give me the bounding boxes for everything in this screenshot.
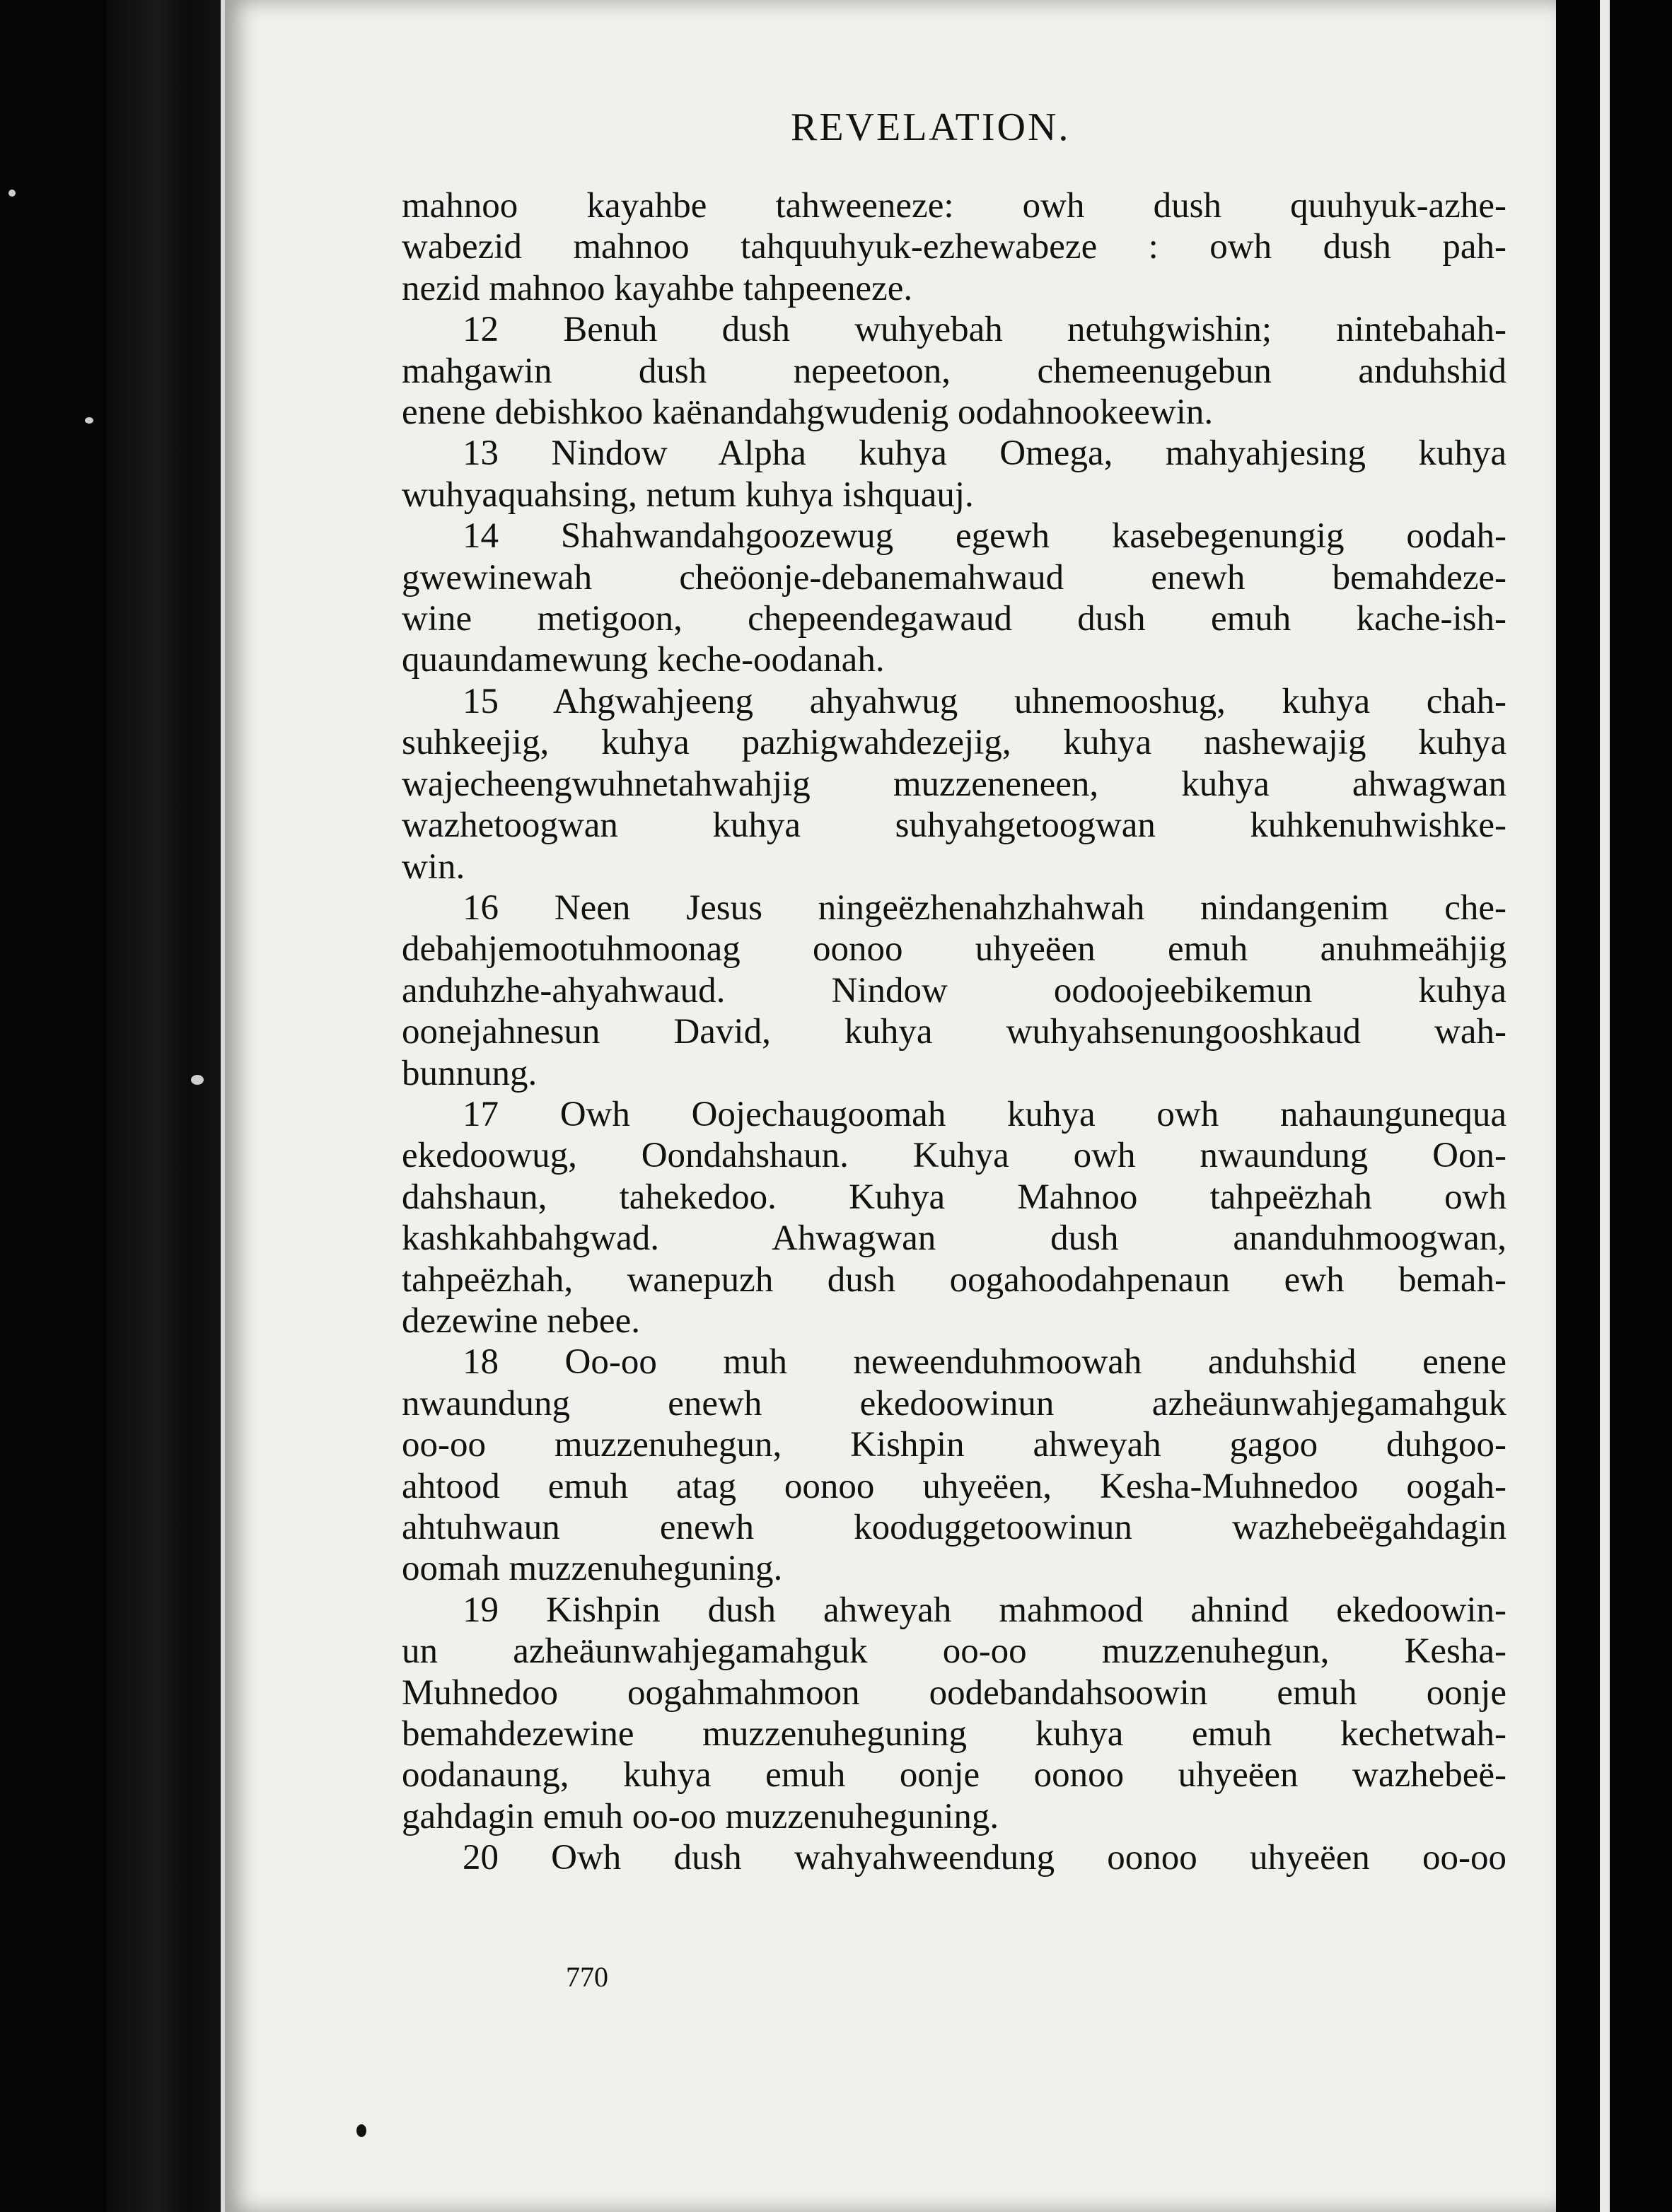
text-line: 17 Owh Oojechaugoomah kuhya owh nahaungunequa — [463, 1094, 1506, 1134]
text-line: win. — [402, 846, 465, 887]
text-line: 20 Owh dush wahyahweendung oonoo uhyeëen oo-oo — [463, 1838, 1506, 1878]
text-line: 14 Shahwandahgoozewug egewh kasebegenungig oodah- — [463, 516, 1506, 557]
text-line: anduhzhe-ahyahwaud. Nindow oodoojeebikemun kuhya — [402, 970, 1506, 1011]
text-line: ekedoowug, Oondahshaun. Kuhya owh nwaundung Oon- — [402, 1136, 1506, 1176]
text-line: oonejahnesun David, kuhya wuhyahsenungooshkaud wah- — [402, 1012, 1506, 1052]
text-line: bunnung. — [402, 1053, 538, 1093]
text-line: wine metigoon, chepeendegawaud dush emuh kache-ish- — [402, 599, 1506, 639]
text-line: wuhyaquahsing, netum kuhya ishquauj. — [402, 475, 974, 515]
book-binding-edge — [106, 0, 226, 2212]
text-line: un azheäunwahjegamahguk oo-oo muzzenuhegun, Kesha- — [402, 1631, 1506, 1672]
text-line: oomah muzzenuheguning. — [402, 1549, 783, 1589]
text-line: nezid mahnoo kayahbe tahpeeneze. — [402, 268, 913, 308]
text-line: 12 Benuh dush wuhyebah netuhgwishin; nintebahah- — [463, 310, 1506, 350]
text-line: oodanaung, kuhya emuh oonje oonoo uhyeëen wazhebeë- — [402, 1755, 1506, 1795]
text-line: tahpeëzhah, wanepuzh dush oogahoodahpenaun ewh bemah- — [402, 1259, 1506, 1300]
scan-right-margin — [1556, 0, 1672, 2212]
text-line: dahshaun, tahekedoo. Kuhya Mahnoo tahpeëzhah owh — [402, 1177, 1506, 1217]
text-line: 18 Oo-oo muh neweenduhmoowah anduhshid enene — [463, 1342, 1506, 1382]
text-line: wabezid mahnoo tahquuhyuk-ezhewabeze : owh dush pah- — [402, 227, 1506, 267]
text-line: 13 Nindow Alpha kuhya Omega, mahyahjesing kuhya — [463, 433, 1506, 474]
dust-speck — [85, 417, 93, 424]
dust-speck — [191, 1075, 204, 1085]
text-line: wajecheengwuhnetahwahjig muzzeneneen, kuhya ahwagwan — [402, 764, 1506, 804]
text-line: wazhetoogwan kuhya suhyahgetoogwan kuhkenuhwishke- — [402, 805, 1506, 846]
text-line: 19 Kishpin dush ahweyah mahmood ahnind ekedoowin- — [463, 1590, 1506, 1630]
next-page-edge — [1600, 0, 1610, 2212]
dust-speck — [356, 2124, 366, 2137]
text-line: kashkahbahgwad. Ahwagwan dush ananduhmoogwan, — [402, 1218, 1506, 1259]
text-line: 16 Neen Jesus ningeëzhenahzhahwah nindangenim che- — [463, 887, 1506, 928]
text-line: suhkeejig, kuhya pazhigwahdezejig, kuhya nashewajig kuhya — [402, 723, 1506, 763]
text-line: 15 Ahgwahjeeng ahyahwug uhnemooshug, kuhya chah- — [463, 681, 1506, 721]
text-line: debahjemootuhmoonag oonoo uhyeëen emuh anuhmeähjig — [402, 929, 1506, 970]
page-number: 770 — [566, 1961, 608, 1993]
text-line: gahdagin emuh oo-oo muzzenuheguning. — [402, 1796, 999, 1836]
text-line: quaundamewung keche-oodanah. — [402, 640, 885, 680]
running-title: REVELATION. — [791, 105, 1071, 149]
text-line: ahtuhwaun enewh kooduggetoowinun wazhebeëgahdagin — [402, 1508, 1506, 1547]
text-line: enene debishkoo kaënandahgwudenig oodahnookeewin. — [402, 392, 1214, 433]
text-line: mahnoo kayahbe tahweeneze: owh dush quuhyuk-azhe- — [402, 186, 1506, 226]
text-line: mahgawin dush nepeetoon, chemeenugebun anduhshid — [402, 351, 1506, 391]
text-line: ahtood emuh atag oonoo uhyeëen, Kesha-Muhnedoo oogah- — [402, 1466, 1506, 1506]
text-line: nwaundung enewh ekedoowinun azheäunwahjegamahguk — [402, 1383, 1506, 1424]
dust-speck — [8, 190, 16, 197]
text-line: oo-oo muzzenuhegun, Kishpin ahweyah gagoo duhgoo- — [402, 1425, 1506, 1465]
text-line: Muhnedoo oogahmahmoon oodebandahsoowin emuh oonje — [402, 1672, 1506, 1713]
text-line: dezewine nebee. — [402, 1300, 640, 1341]
text-line: bemahdezewine muzzenuheguning kuhya emuh kechetwah- — [402, 1714, 1506, 1754]
body-text — [402, 185, 1506, 1879]
text-line: gwewinewah cheöonje-debanemahwaud enewh bemahdeze- — [402, 557, 1506, 598]
